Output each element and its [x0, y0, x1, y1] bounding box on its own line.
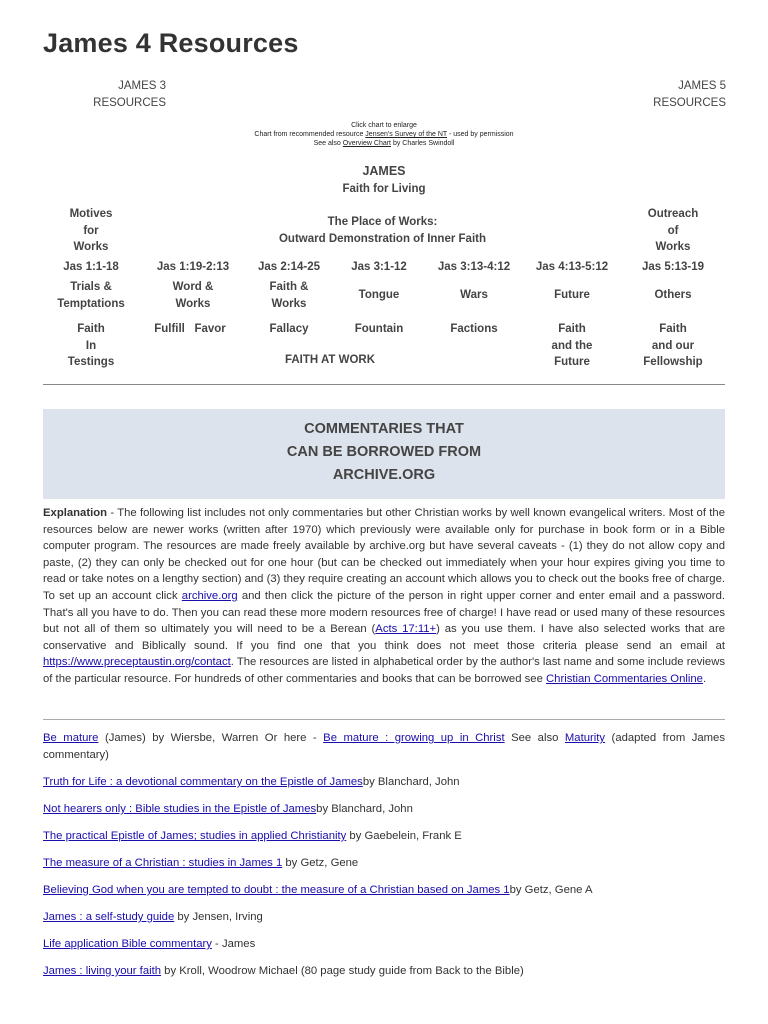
chart-theme-line: Future	[554, 356, 590, 368]
entry-text: by Blanchard, John	[316, 803, 413, 815]
entry-text: by Jensen, Irving	[174, 911, 263, 923]
list-item	[43, 882, 725, 899]
prev-nav[interactable]	[90, 78, 166, 112]
chart-ref: Jas 4:13-5:12	[535, 261, 609, 273]
acts-17-11-link[interactable]: Acts 17:11+	[375, 623, 437, 636]
chart-topic	[248, 279, 330, 312]
entry-text: by Kroll, Woodrow Michael (80 page study guide from Back to the Bible)	[161, 965, 524, 977]
chart-ref: Jas 3:1-12	[351, 261, 407, 273]
banner-line: CAN BE BORROWED FROM	[286, 444, 482, 460]
chart-theme-line: Fellowship	[643, 356, 703, 368]
list-item	[43, 828, 725, 845]
entry-link[interactable]: The measure of a Christian : studies in James 1	[43, 857, 283, 869]
explanation-text: .	[702, 672, 707, 685]
chart-ref: Jas 2:14-25	[257, 261, 321, 273]
chart-topic-line: Works	[271, 297, 307, 310]
chart-topic-line: Faith &	[269, 281, 309, 293]
chart-ref: Jas 1:1-18	[63, 261, 119, 273]
chart-topic-line: Temptations	[57, 297, 125, 310]
explanation-text: and then click the picture of the person in right upper corner and enter email and a password. That's all you have to do. Then you can read these more modern resources free of charge! I have read or used many of these resources but not all of them so ultimately you will need to be a Berean (	[43, 589, 725, 636]
entry-link[interactable]: Be mature	[43, 732, 99, 744]
chart-theme-line: Testings	[67, 356, 115, 368]
prev-nav-link-line1[interactable]: JAMES 3	[118, 80, 166, 92]
chart-theme-line: Faith	[558, 323, 586, 335]
chart-motives	[52, 206, 130, 256]
chart-theme	[630, 321, 716, 371]
chart-topic	[46, 279, 136, 312]
explanation-label: Explanation	[43, 507, 108, 519]
chart-theme: Fallacy	[269, 323, 309, 335]
divider	[43, 384, 725, 385]
chart-ref: Jas 5:13-19	[641, 261, 705, 273]
chart-outreach-line: Works	[655, 241, 691, 253]
list-item	[43, 936, 725, 953]
entry-link[interactable]: The practical Epistle of James; studies in applied Christianity	[43, 830, 347, 842]
chart-theme	[52, 321, 130, 371]
chart-topic-line: Trials &	[70, 281, 112, 293]
entry-text: by Getz, Gene	[282, 857, 359, 869]
entry-link[interactable]: Truth for Life : a devotional commentary on the Epistle of James	[43, 776, 363, 788]
chart-theme-line: Faith	[77, 323, 105, 335]
entry-link[interactable]: James : a self-study guide	[43, 911, 175, 923]
entry-link[interactable]: Not hearers only : Bible studies in the Epistle of James	[43, 803, 317, 815]
chart-topic-line: Word &	[172, 281, 214, 293]
chart-theme-line: and our	[651, 339, 695, 352]
chart-theme-line: In	[85, 339, 97, 352]
chart-ref: Jas 1:19-2:13	[156, 261, 230, 273]
chart-topic-line: Works	[175, 297, 211, 310]
explanation-text: . The resources are listed in alphabetical order by the author's last name and some include reviews of the particular resource. For hundreds of other commentaries and books that can be borrowed see	[43, 656, 726, 685]
entry-text: - James	[211, 938, 256, 950]
chart-outreach-line: of	[667, 224, 679, 237]
entry-text: (adapted from James commentary)	[43, 732, 725, 761]
entry-link[interactable]: James : living your faith	[43, 965, 162, 977]
chart-place-of-works	[230, 214, 535, 247]
chart-motives-line: for	[83, 224, 99, 237]
chart-topic: Wars	[460, 289, 488, 301]
chart-theme: Factions	[450, 323, 498, 335]
chart-theme-line: and the	[551, 339, 593, 352]
chart-place-line: The Place of Works:	[327, 216, 438, 228]
entry-link[interactable]: Maturity	[564, 732, 606, 744]
chart-theme-line: Faith	[659, 323, 687, 335]
chart-title: JAMES	[362, 164, 406, 178]
chart-topic	[146, 279, 240, 312]
banner-line: COMMENTARIES THAT	[304, 421, 464, 437]
chart-subtitle: Faith for Living	[342, 183, 426, 195]
chart-note-line2	[0, 130, 768, 139]
list-item	[43, 909, 725, 926]
contact-link[interactable]: https://www.preceptaustin.org/contact	[43, 656, 231, 669]
chart-note-line3	[0, 139, 768, 148]
entry-text: by Gaebelein, Frank E	[346, 830, 462, 842]
chart-topic: Others	[654, 289, 692, 301]
chart-topic: Tongue	[358, 289, 400, 301]
chart-topic: Future	[554, 289, 590, 301]
explanation-paragraph	[43, 505, 725, 688]
prev-nav-link-line2[interactable]: RESOURCES	[93, 97, 166, 109]
list-item	[43, 855, 725, 872]
list-item	[43, 730, 725, 763]
list-item	[43, 801, 725, 818]
chart-motives-line: Works	[73, 241, 109, 253]
overview-chart-link[interactable]: Overview Chart	[342, 140, 391, 147]
chart-motives-line: Motives	[69, 208, 113, 220]
entry-text: (James) by Wiersbe, Warren Or here -	[98, 732, 324, 744]
chart-theme	[528, 321, 616, 371]
chart-footer: FAITH AT WORK	[284, 354, 376, 366]
entry-text: See also	[504, 732, 565, 744]
chart-place-line: Outward Demonstration of Inner Faith	[278, 232, 486, 245]
chart-outreach-line: Outreach	[647, 208, 699, 220]
archive-org-link[interactable]: archive.org	[181, 589, 238, 602]
explanation-text: - The following list includes not only commentaries but other Christian works by well known evangelical writers. Most of the resources below are newer works (written after 1970) which previously were available only for purchase in book form or in a Bible computer program. The resources are made freely available by archive.org but have several caveats - (1) they do not allow copy and paste, (2) they can only be checked out for one hour (but can be checked out immediately when your hour expires giving you time to read or take notes on a lengthy section) and (3) they require creating an account which allows you to check out the books free of charge. To set up an account click	[43, 507, 725, 602]
jensen-survey-link[interactable]: Jensen's Survey of the NT	[365, 131, 448, 138]
chart-theme: Fountain	[354, 323, 404, 335]
explanation-text: ) as you use them. I have also selected works that are conservative and Biblically sound. If you find one that you think does not meet those criteria please send an email at	[43, 623, 725, 652]
page-title: James 4 Resources	[43, 28, 299, 58]
next-nav-link-line2[interactable]: RESOURCES	[653, 97, 726, 109]
christian-commentaries-online-link[interactable]: Christian Commentaries Online	[546, 672, 703, 685]
chart-theme: Fulfill Favor	[154, 323, 226, 335]
entry-link[interactable]: Believing God when you are tempted to doubt : the measure of a Christian based on James 1	[43, 884, 510, 896]
chart-note-text: by Charles Swindoll	[391, 140, 455, 147]
chart-outreach	[634, 206, 712, 256]
chart-note-text: - used by permission	[447, 131, 514, 138]
next-nav-link-line1[interactable]: JAMES 5	[678, 80, 726, 92]
list-item	[43, 774, 725, 791]
divider	[43, 719, 725, 720]
entry-text: by Blanchard, John	[362, 776, 460, 788]
chart-note-text: Chart from recommended resource	[254, 131, 366, 138]
chart-note-text: See also	[313, 140, 343, 147]
entry-link[interactable]: Life application Bible commentary	[43, 938, 212, 950]
entry-link[interactable]: Be mature : growing up in Christ	[323, 732, 505, 744]
banner-line: ARCHIVE.ORG	[332, 467, 436, 483]
chart-note	[0, 121, 768, 148]
list-item	[43, 963, 725, 980]
entry-text: by Getz, Gene A	[509, 884, 593, 896]
commentaries-banner-heading	[43, 418, 725, 487]
chart-note-line1: Click chart to enlarge	[351, 122, 417, 129]
chart-ref: Jas 3:13-4:12	[437, 261, 511, 273]
next-nav[interactable]	[640, 78, 726, 112]
